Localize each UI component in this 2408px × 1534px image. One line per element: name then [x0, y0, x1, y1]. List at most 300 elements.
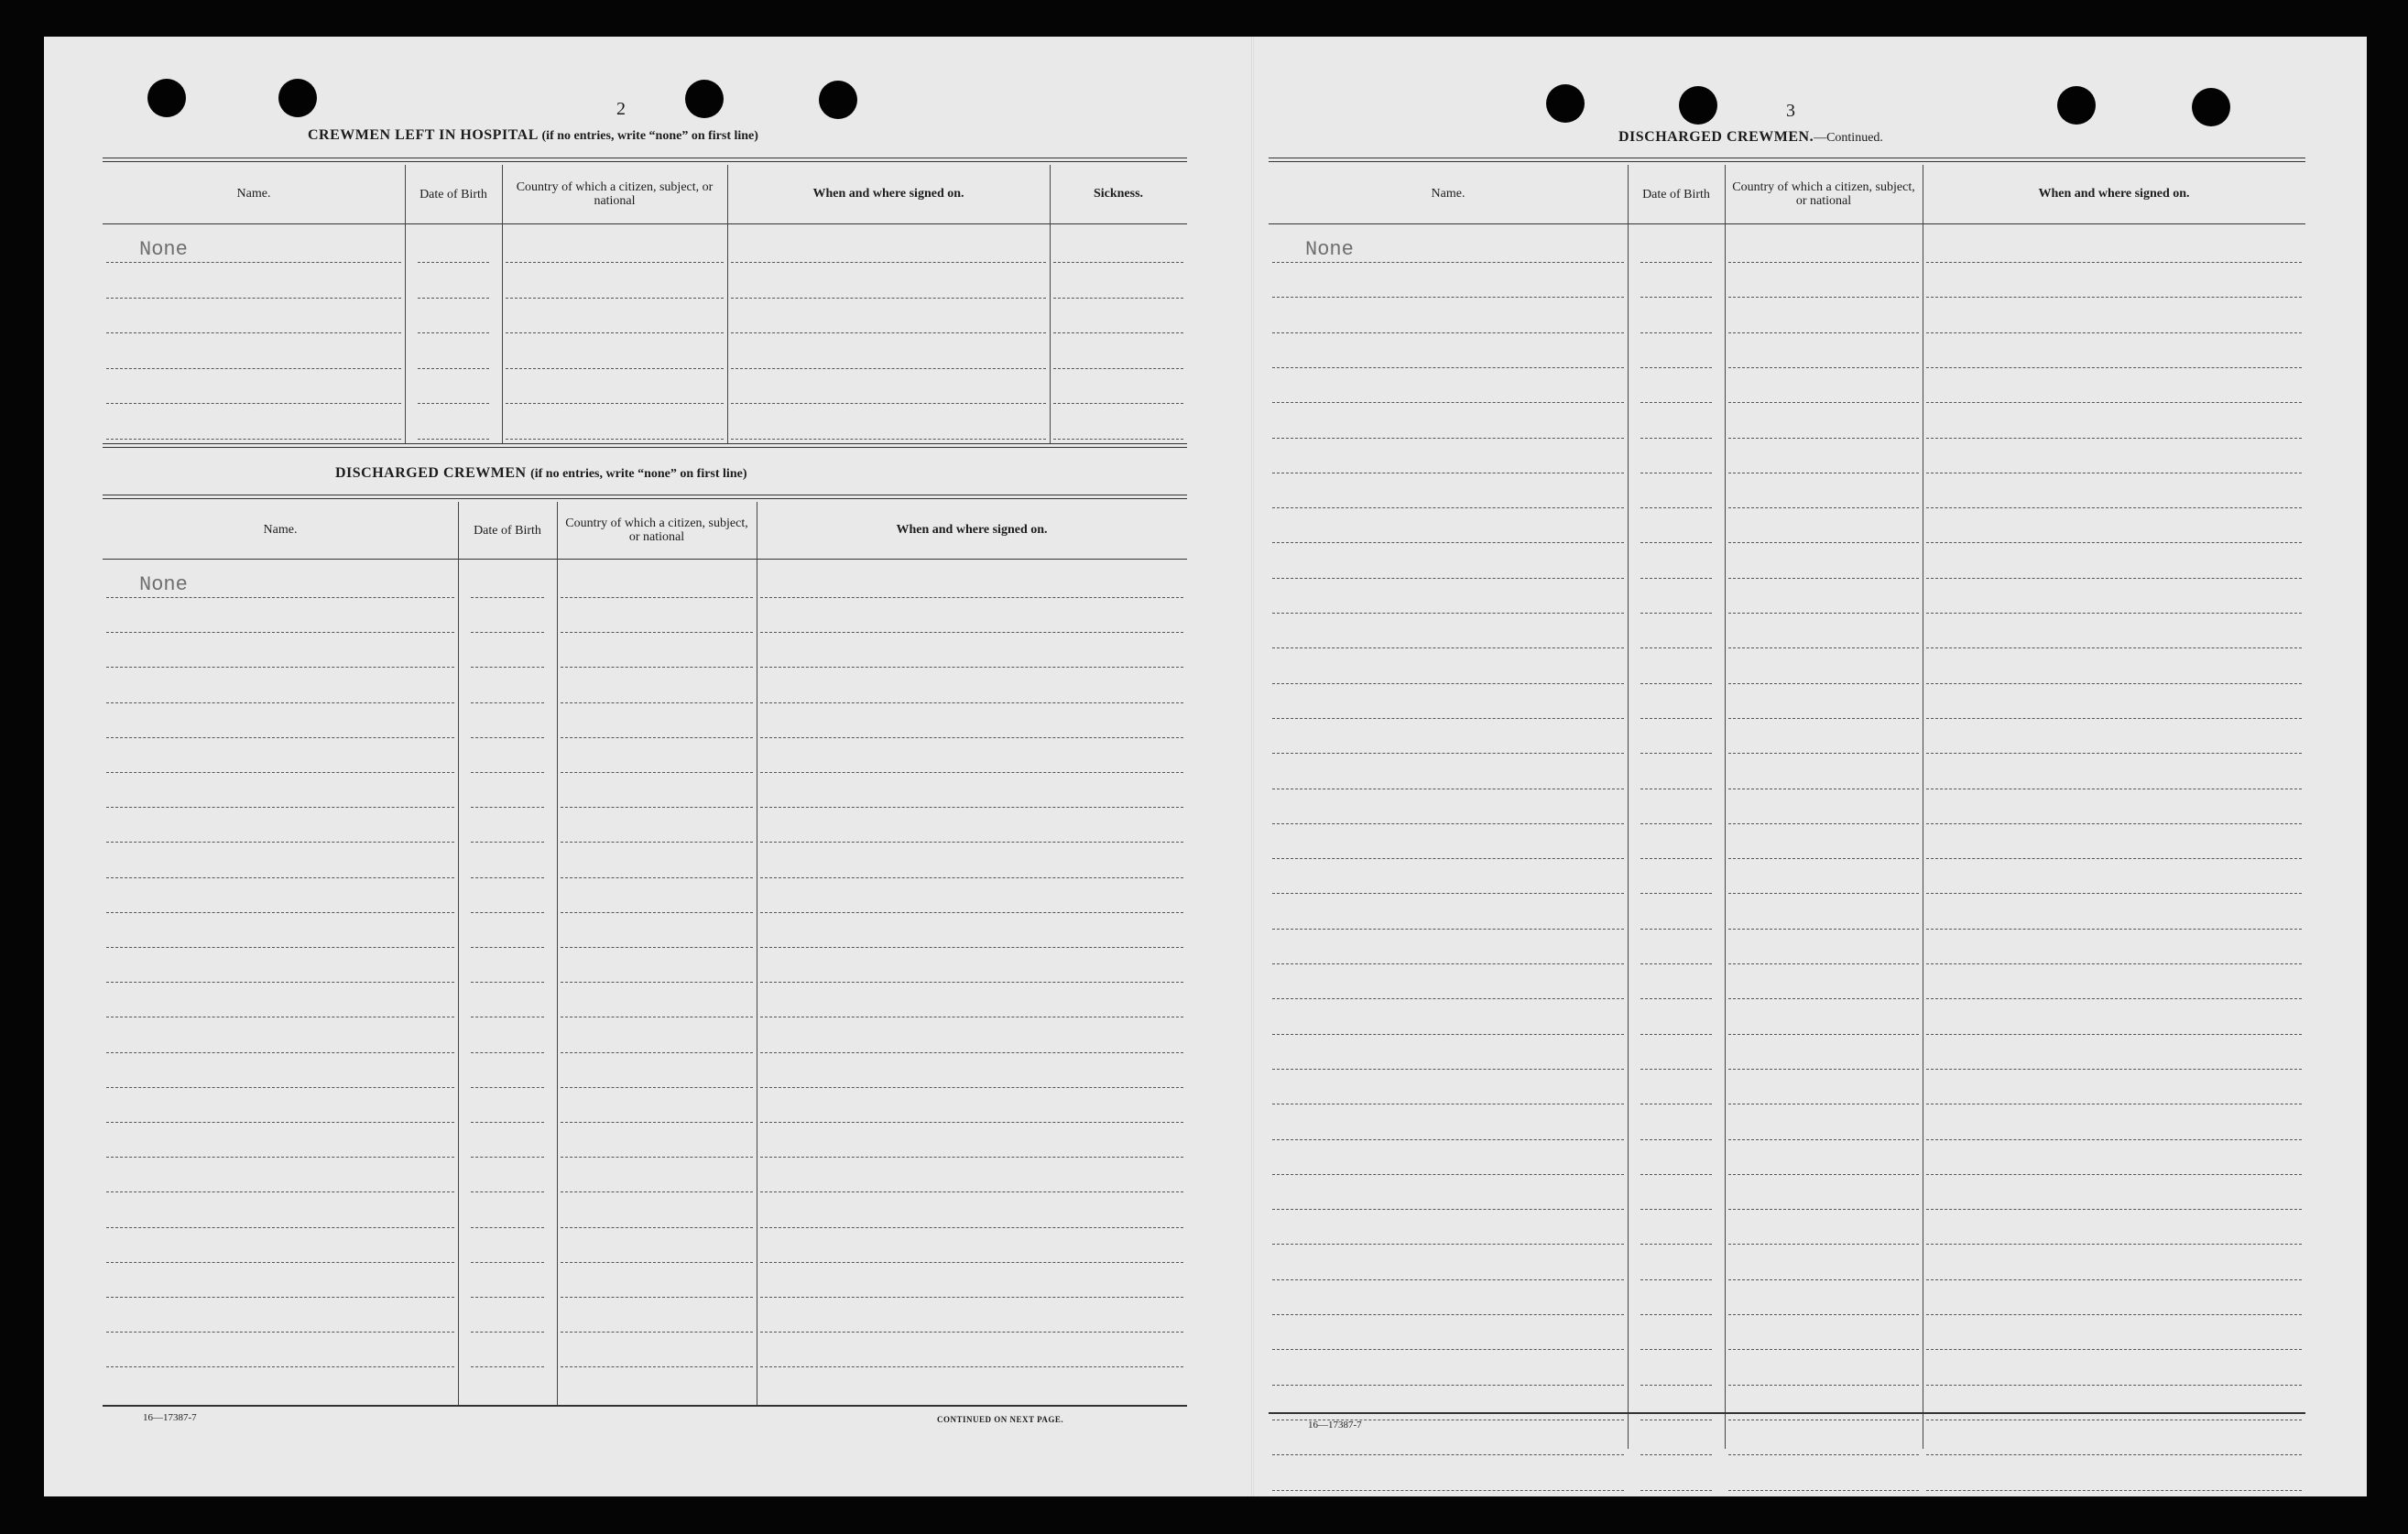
entry-line	[471, 772, 544, 773]
entry-line	[471, 737, 544, 738]
column-header-signed-on: When and where signed on.	[2038, 187, 2190, 201]
entry-line	[471, 982, 544, 983]
entry-line	[106, 947, 454, 948]
entry-line	[1926, 823, 2302, 824]
entry-line	[561, 597, 753, 598]
entry-line	[1926, 262, 2302, 263]
entry-line	[418, 403, 489, 404]
entry-line	[760, 737, 1183, 738]
entry-line	[106, 332, 401, 333]
entry-line	[106, 1227, 454, 1228]
column-header-name: Name.	[1431, 187, 1466, 201]
entry-line	[471, 842, 544, 843]
entry-line	[1728, 1349, 1919, 1350]
entry-line	[1272, 1034, 1624, 1035]
entry-line	[106, 737, 454, 738]
entry-line	[1728, 507, 1919, 508]
entry-line	[1640, 1454, 1712, 1455]
entry-line	[106, 1052, 454, 1053]
entry-line	[106, 1262, 454, 1263]
entry-line	[1272, 998, 1624, 999]
entry-line	[1926, 613, 2302, 614]
entry-line	[1926, 1069, 2302, 1070]
entry-line	[1728, 963, 1919, 964]
entry-line	[1640, 578, 1712, 579]
entry-line	[561, 1052, 753, 1053]
entry-line	[1926, 332, 2302, 333]
discharged-section-title	[335, 465, 747, 482]
entry-line	[561, 1191, 753, 1192]
entry-line	[471, 1262, 544, 1263]
page-number: 2	[616, 99, 626, 119]
entry-line	[561, 1262, 753, 1263]
entry-line	[1926, 647, 2302, 648]
entry-line	[1640, 753, 1712, 754]
entry-line	[760, 772, 1183, 773]
entry-line	[1640, 542, 1712, 543]
entry-line	[760, 982, 1183, 983]
column-header-country: Country of which a citizen, subject, or national	[516, 180, 714, 208]
entry-line	[1272, 367, 1624, 368]
entry-line	[471, 667, 544, 668]
entry-line	[506, 368, 724, 369]
entry-line	[1728, 542, 1919, 543]
entry-line	[1640, 1069, 1712, 1070]
entry-line	[1926, 578, 2302, 579]
entry-line	[1728, 1314, 1919, 1315]
entry-line	[561, 632, 753, 633]
entry-line	[1728, 367, 1919, 368]
entry-line	[1272, 507, 1624, 508]
entry-line	[1640, 1244, 1712, 1245]
entry-line	[1272, 332, 1624, 333]
entry-line	[1640, 507, 1712, 508]
entry-line	[1926, 1314, 2302, 1315]
entry-line	[561, 667, 753, 668]
typed-entry: None	[139, 238, 188, 261]
header-rule	[1269, 223, 2305, 224]
entry-line	[1640, 683, 1712, 684]
entry-line	[418, 439, 489, 440]
entry-line	[561, 912, 753, 913]
entry-line	[1272, 262, 1624, 263]
entry-line	[1926, 507, 2302, 508]
entry-line	[471, 597, 544, 598]
entry-line	[1728, 647, 1919, 648]
form-number: 16—17387-7	[143, 1412, 197, 1423]
entry-line	[561, 1332, 753, 1333]
header-rule	[103, 223, 1187, 224]
column-divider	[405, 165, 406, 443]
entry-line	[106, 597, 454, 598]
entry-line	[1640, 823, 1712, 824]
entry-line	[471, 1227, 544, 1228]
entry-line	[1640, 613, 1712, 614]
entry-line	[506, 403, 724, 404]
entry-line	[1926, 1349, 2302, 1350]
entry-line	[760, 1332, 1183, 1333]
entry-line	[561, 947, 753, 948]
entry-line	[471, 1087, 544, 1088]
entry-line	[1640, 1349, 1712, 1350]
entry-line	[561, 842, 753, 843]
entry-line	[1640, 367, 1712, 368]
entry-line	[1640, 963, 1712, 964]
entry-line	[1272, 1069, 1624, 1070]
entry-line	[1272, 542, 1624, 543]
entry-line	[731, 298, 1046, 299]
entry-line	[1926, 753, 2302, 754]
entry-line	[760, 702, 1183, 703]
entry-line	[418, 262, 489, 263]
entry-line	[1728, 1034, 1919, 1035]
punch-hole	[147, 79, 186, 117]
document-paper	[44, 37, 2367, 1496]
entry-line	[471, 1191, 544, 1192]
entry-line	[418, 368, 489, 369]
entry-line	[1926, 929, 2302, 930]
section-rule	[103, 158, 1187, 162]
entry-line	[1640, 1174, 1712, 1175]
punch-hole	[2192, 88, 2230, 126]
entry-line	[760, 597, 1183, 598]
punch-hole	[2057, 86, 2096, 125]
entry-line	[1272, 718, 1624, 719]
column-header-signed-on: When and where signed on.	[812, 187, 964, 201]
entry-line	[1728, 893, 1919, 894]
entry-line	[561, 877, 753, 878]
entry-line	[1640, 1385, 1712, 1386]
entry-line	[106, 807, 454, 808]
column-header-country: Country of which a citizen, subject, or national	[565, 517, 748, 544]
entry-line	[731, 368, 1046, 369]
entry-line	[106, 877, 454, 878]
entry-line	[471, 1297, 544, 1298]
entry-line	[1272, 893, 1624, 894]
column-divider	[557, 502, 558, 1405]
entry-line	[760, 632, 1183, 633]
column-header-date-of-birth: Date of Birth	[419, 187, 487, 201]
entry-line	[1053, 368, 1183, 369]
entry-line	[1926, 542, 2302, 543]
entry-line	[506, 439, 724, 440]
bottom-rule	[1269, 1412, 2305, 1414]
entry-line	[418, 332, 489, 333]
entry-line	[1272, 963, 1624, 964]
entry-line	[106, 298, 401, 299]
entry-line	[1926, 1034, 2302, 1035]
page-fold	[1251, 37, 1254, 1496]
header-rule	[103, 559, 1187, 560]
entry-line	[1728, 1490, 1919, 1491]
entry-line	[1272, 1385, 1624, 1386]
entry-line	[1926, 1454, 2302, 1455]
section-title-text: DISCHARGED CREWMEN.	[1618, 129, 1814, 145]
entry-line	[1926, 297, 2302, 298]
entry-line	[760, 807, 1183, 808]
continued-section-title	[1618, 129, 1883, 146]
entry-line	[561, 1087, 753, 1088]
entry-line	[1728, 998, 1919, 999]
entry-line	[1272, 438, 1624, 439]
entry-line	[1640, 1279, 1712, 1280]
entry-line	[1728, 262, 1919, 263]
bottom-rule	[103, 1405, 1187, 1407]
entry-line	[506, 262, 724, 263]
entry-line	[561, 1157, 753, 1158]
punch-hole	[1546, 84, 1585, 123]
entry-line	[506, 332, 724, 333]
entry-line	[731, 262, 1046, 263]
entry-line	[106, 632, 454, 633]
entry-line	[1053, 298, 1183, 299]
punch-hole	[685, 80, 724, 118]
entry-line	[1272, 753, 1624, 754]
entry-line	[106, 1122, 454, 1123]
entry-line	[1926, 438, 2302, 439]
entry-line	[1272, 1454, 1624, 1455]
entry-line	[1728, 683, 1919, 684]
entry-line	[1640, 1209, 1712, 1210]
column-divider	[1628, 165, 1629, 1449]
entry-line	[561, 1297, 753, 1298]
entry-line	[1926, 1139, 2302, 1140]
entry-line	[1272, 1209, 1624, 1210]
entry-line	[1053, 403, 1183, 404]
page-number: 3	[1786, 101, 1795, 121]
entry-line	[1926, 858, 2302, 859]
entry-line	[760, 877, 1183, 878]
entry-line	[1926, 1174, 2302, 1175]
entry-line	[760, 1227, 1183, 1228]
entry-line	[1926, 1244, 2302, 1245]
entry-line	[1272, 1244, 1624, 1245]
entry-line	[561, 702, 753, 703]
entry-line	[1728, 1139, 1919, 1140]
hospital-section-title	[308, 127, 758, 144]
entry-line	[1728, 753, 1919, 754]
entry-line	[1926, 367, 2302, 368]
entry-line	[1728, 1385, 1919, 1386]
form-number: 16—17387-7	[1308, 1420, 1362, 1431]
entry-line	[1272, 1314, 1624, 1315]
entry-line	[1728, 823, 1919, 824]
entry-line	[1640, 332, 1712, 333]
entry-line	[561, 807, 753, 808]
entry-line	[1728, 929, 1919, 930]
entry-line	[471, 1122, 544, 1123]
entry-line	[1272, 647, 1624, 648]
column-divider	[727, 165, 728, 443]
entry-line	[1272, 1139, 1624, 1140]
entry-line	[1926, 998, 2302, 999]
entry-line	[1728, 858, 1919, 859]
entry-line	[471, 1157, 544, 1158]
discharged-title-text: DISCHARGED CREWMEN	[335, 465, 527, 481]
entry-line	[760, 1052, 1183, 1053]
entry-line	[1926, 1490, 2302, 1491]
entry-line	[1272, 823, 1624, 824]
continued-label: —Continued.	[1814, 131, 1883, 145]
entry-line	[561, 1122, 753, 1123]
entry-line	[760, 667, 1183, 668]
entry-line	[760, 912, 1183, 913]
entry-line	[1272, 858, 1624, 859]
entry-line	[760, 1262, 1183, 1263]
entry-line	[760, 947, 1183, 948]
entry-line	[106, 772, 454, 773]
entry-line	[1640, 1139, 1712, 1140]
section-rule	[103, 495, 1187, 499]
entry-line	[471, 702, 544, 703]
entry-line	[471, 947, 544, 948]
entry-line	[1926, 963, 2302, 964]
entry-line	[1053, 262, 1183, 263]
entry-line	[1640, 929, 1712, 930]
entry-line	[1728, 402, 1919, 403]
entry-line	[106, 368, 401, 369]
entry-line	[1640, 1314, 1712, 1315]
discharged-continued-table	[1269, 165, 2305, 1456]
column-header-name: Name.	[236, 187, 271, 201]
column-header-date-of-birth: Date of Birth	[1642, 187, 1710, 201]
entry-line	[506, 298, 724, 299]
entry-line	[471, 1366, 544, 1367]
entry-line	[1640, 438, 1712, 439]
entry-line	[106, 842, 454, 843]
entry-line	[106, 439, 401, 440]
entry-line	[418, 298, 489, 299]
entry-line	[1728, 613, 1919, 614]
entry-line	[1926, 402, 2302, 403]
entry-line	[561, 1366, 753, 1367]
entry-line	[1926, 893, 2302, 894]
entry-line	[1272, 297, 1624, 298]
column-header-signed-on: When and where signed on.	[896, 523, 1048, 537]
entry-line	[1926, 1209, 2302, 1210]
entry-line	[1272, 1279, 1624, 1280]
entry-line	[1640, 262, 1712, 263]
entry-line	[1728, 1209, 1919, 1210]
punch-hole	[819, 81, 857, 119]
entry-line	[1272, 578, 1624, 579]
entry-line	[1728, 438, 1919, 439]
entry-line	[760, 1087, 1183, 1088]
column-divider	[1050, 165, 1051, 443]
entry-line	[731, 332, 1046, 333]
entry-line	[106, 1366, 454, 1367]
entry-line	[1272, 1349, 1624, 1350]
entry-line	[1728, 1279, 1919, 1280]
entry-line	[760, 1297, 1183, 1298]
section-rule	[1269, 158, 2305, 162]
entry-line	[471, 807, 544, 808]
continued-note: CONTINUED ON NEXT PAGE.	[937, 1415, 1064, 1424]
column-divider	[502, 165, 503, 443]
entry-line	[760, 1122, 1183, 1123]
entry-line	[1640, 1490, 1712, 1491]
entry-line	[106, 403, 401, 404]
column-header-country: Country of which a citizen, subject, or national	[1732, 180, 1915, 208]
entry-line	[106, 667, 454, 668]
entry-line	[1926, 718, 2302, 719]
entry-line	[471, 1332, 544, 1333]
typed-entry: None	[1305, 238, 1354, 261]
entry-line	[1728, 297, 1919, 298]
hospital-title-note: (if no entries, write “none” on first line)	[541, 129, 758, 143]
entry-line	[106, 1297, 454, 1298]
entry-line	[1728, 718, 1919, 719]
entry-line	[760, 842, 1183, 843]
entry-line	[471, 1052, 544, 1053]
punch-hole	[278, 79, 317, 117]
entry-line	[1728, 332, 1919, 333]
entry-line	[1053, 439, 1183, 440]
column-divider	[458, 502, 459, 1405]
entry-line	[1640, 647, 1712, 648]
entry-line	[106, 912, 454, 913]
column-header-name: Name.	[263, 523, 298, 537]
entry-line	[1728, 1069, 1919, 1070]
entry-line	[561, 1227, 753, 1228]
entry-line	[1640, 893, 1712, 894]
discharged-title-note: (if no entries, write “none” on first line)	[530, 467, 747, 481]
entry-line	[471, 632, 544, 633]
entry-line	[1272, 1174, 1624, 1175]
entry-line	[1053, 332, 1183, 333]
entry-line	[1272, 402, 1624, 403]
entry-line	[106, 702, 454, 703]
entry-line	[106, 262, 401, 263]
entry-line	[471, 912, 544, 913]
section-rule	[103, 443, 1187, 448]
entry-line	[106, 1087, 454, 1088]
entry-line	[731, 403, 1046, 404]
hospital-table	[103, 165, 1187, 481]
punch-hole	[1679, 86, 1717, 125]
column-header-sickness: Sickness.	[1093, 187, 1144, 201]
entry-line	[1926, 683, 2302, 684]
entry-line	[1272, 683, 1624, 684]
entry-line	[106, 982, 454, 983]
entry-line	[1640, 1034, 1712, 1035]
entry-line	[106, 1332, 454, 1333]
entry-line	[1728, 1454, 1919, 1455]
entry-line	[1272, 1490, 1624, 1491]
discharged-table	[103, 502, 1187, 1442]
entry-line	[1640, 858, 1712, 859]
column-header-date-of-birth: Date of Birth	[474, 523, 541, 538]
entry-line	[106, 1157, 454, 1158]
entry-line	[1272, 613, 1624, 614]
entry-line	[731, 439, 1046, 440]
entry-line	[1640, 297, 1712, 298]
entry-line	[1272, 929, 1624, 930]
entry-line	[561, 982, 753, 983]
entry-line	[471, 877, 544, 878]
entry-line	[1926, 1385, 2302, 1386]
entry-line	[760, 1157, 1183, 1158]
entry-line	[760, 1366, 1183, 1367]
entry-line	[561, 737, 753, 738]
entry-line	[1640, 718, 1712, 719]
entry-line	[561, 772, 753, 773]
entry-line	[106, 1191, 454, 1192]
hospital-title-text: CREWMEN LEFT IN HOSPITAL	[308, 127, 539, 143]
entry-line	[760, 1191, 1183, 1192]
typed-entry: None	[139, 573, 188, 596]
entry-line	[1728, 1174, 1919, 1175]
